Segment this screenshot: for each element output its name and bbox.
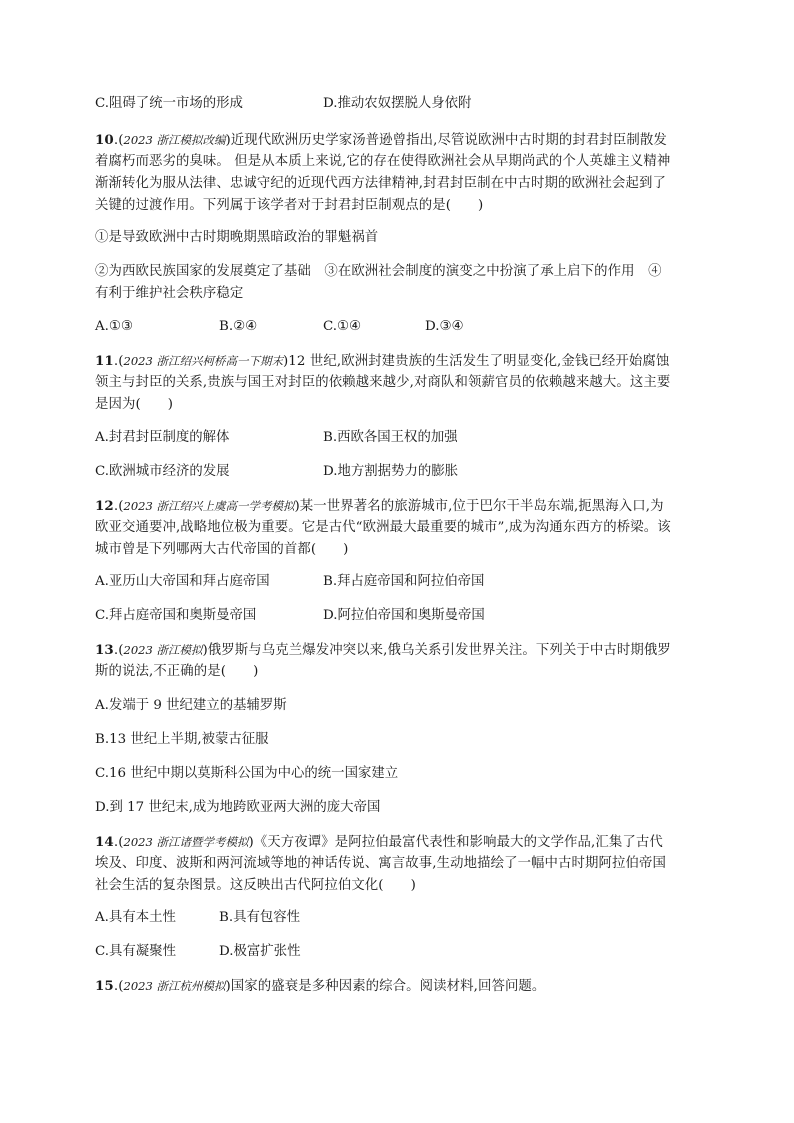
q10-source: 2023 浙江模拟改编 [123, 133, 226, 147]
q11-number: 11 [95, 353, 114, 369]
q10-option-d: D.③④ [425, 319, 464, 334]
q12-stem-line-1 [95, 496, 664, 517]
q10-text-1: )近现代欧洲历史学家汤普逊曾指出,尽管说欧洲中古时期的封君封臣制散发 [225, 133, 667, 148]
q12-paren-open: .( [113, 499, 124, 514]
q13-source: 2023 浙江模拟 [123, 643, 203, 657]
q15-stem-line-1 [95, 976, 545, 997]
q10-option-c: C.①④ [323, 319, 362, 334]
q12-source: 2023 浙江绍兴上虞高一学考模拟 [123, 499, 295, 513]
q11-option-c: C.欧洲城市经济的发展 [95, 464, 230, 479]
q10-item-2: ②为西欧民族国家的发展奠定了基础 ③在欧洲社会制度的演变之中扮演了承上启下的作用 ④ [95, 264, 662, 279]
q10-item-3: 有利于维护社会秩序稳定 [95, 286, 244, 301]
q14-option-d: D.极富扩张性 [219, 944, 301, 959]
q12-text-1: )某一世界著名的旅游城市,位于巴尔干半岛东端,扼黑海入口,为 [294, 499, 664, 514]
q14-stem-line-1 [95, 832, 663, 853]
q14-option-a: A.具有本土性 [95, 910, 176, 925]
q14-number: 14 [95, 834, 114, 850]
q11-option-d: D.地方割据势力的膨胀 [323, 464, 459, 479]
q12-stem-line-2: 欧亚交通要冲,战略地位极为重要。它是古代“欧洲最大最重要的城市”,成为沟通东西方的桥梁。该 [95, 520, 671, 535]
q15-text-1: )国家的盛衰是多种因素的综合。阅读材料,回答问题。 [225, 979, 546, 994]
q15-source: 2023 浙江杭州模拟 [123, 979, 226, 993]
q10-item-1: ①是导致欧洲中古时期晚期黑暗政治的罪魁祸首 [95, 230, 379, 245]
q13-option-d: D.到 17 世纪末,成为地跨欧亚两大洲的庞大帝国 [95, 800, 381, 815]
q10-stem-line-1 [95, 130, 667, 151]
q10-option-b: B.②④ [219, 319, 258, 334]
q14-option-c: C.具有凝聚性 [95, 944, 176, 959]
q12-option-c: C.拜占庭帝国和奥斯曼帝国 [95, 608, 257, 623]
q11-stem-line-3: 是因为( ) [95, 397, 174, 412]
q14-source: 2023 浙江诸暨学考模拟 [123, 835, 249, 849]
q13-number: 13 [95, 642, 114, 658]
q11-option-a: A.封君封臣制度的解体 [95, 430, 230, 445]
q10-option-a: A.①③ [95, 319, 133, 334]
q13-stem-line-2: 斯的说法,不正确的是( ) [95, 664, 259, 679]
q13-stem-line-1 [95, 640, 671, 661]
q10-stem-line-4: 关键的过渡作用。下列属于该学者对于封君封臣制观点的是( ) [95, 198, 484, 213]
q15-number: 15 [95, 978, 114, 994]
q14-text-1: )《天方夜谭》是阿拉伯最富代表性和影响最大的文学作品,汇集了古代 [248, 835, 663, 850]
q13-option-b: B.13 世纪上半期,被蒙古征服 [95, 732, 269, 747]
q15-paren-open: .( [113, 979, 124, 994]
q13-option-c: C.16 世纪中期以莫斯科公国为中心的统一国家建立 [95, 766, 399, 781]
q13-option-a: A.发端于 9 世纪建立的基辅罗斯 [95, 698, 287, 713]
q9-option-c: C.阻碍了统一市场的形成 [95, 96, 243, 111]
q14-stem-line-2: 埃及、印度、波斯和两河流域等地的神话传说、寓言故事,生动地描绘了一幅中古时期阿拉伯帝国 [95, 856, 666, 871]
q9-option-d: D.推动农奴摆脱人身依附 [323, 96, 472, 111]
q11-stem-line-2: 领主与封臣的关系,贵族与国王对封臣的依赖越来越少,对商队和领薪官员的依赖越来越大。这主要 [95, 375, 671, 390]
q13-text-1: )俄罗斯与乌克兰爆发冲突以来,俄乌关系引发世界关注。下列关于中古时期俄罗 [202, 643, 671, 658]
q14-option-b: B.具有包容性 [219, 910, 301, 925]
q12-number: 12 [95, 498, 114, 514]
q10-number: 10 [95, 132, 114, 148]
q11-source: 2023 浙江绍兴柯桥高一下期末 [123, 354, 283, 368]
q11-stem-line-1 [95, 351, 669, 372]
q11-option-b: B.西欧各国王权的加强 [323, 430, 458, 445]
q14-paren-open: .( [113, 835, 124, 850]
q12-stem-line-3: 城市曾是下列哪两大古代帝国的首都( ) [95, 542, 349, 557]
q11-paren-open: .( [113, 354, 124, 369]
q14-stem-line-3: 社会生活的复杂图景。这反映出古代阿拉伯文化( ) [95, 878, 416, 893]
q10-paren-open: .( [113, 133, 124, 148]
q12-option-b: B.拜占庭帝国和阿拉伯帝国 [323, 574, 485, 589]
q12-option-a: A.亚历山大帝国和拜占庭帝国 [95, 574, 270, 589]
q10-stem-line-3: 渐渐转化为服从法律、忠诚守纪的近现代西方法律精神,封君封臣制在中古时期的欧洲社会起到了 [95, 176, 666, 191]
q13-paren-open: .( [113, 643, 124, 658]
q11-text-1: )12 世纪,欧洲封建贵族的生活发生了明显变化,金钱已经开始腐蚀 [282, 354, 670, 369]
q10-stem-line-2: 着腐朽而恶劣的臭味。 但是从本质上来说,它的存在使得欧洲社会从早期尚武的个人英雄主义精神 [95, 154, 671, 169]
q12-option-d: D.阿拉伯帝国和奥斯曼帝国 [323, 608, 485, 623]
